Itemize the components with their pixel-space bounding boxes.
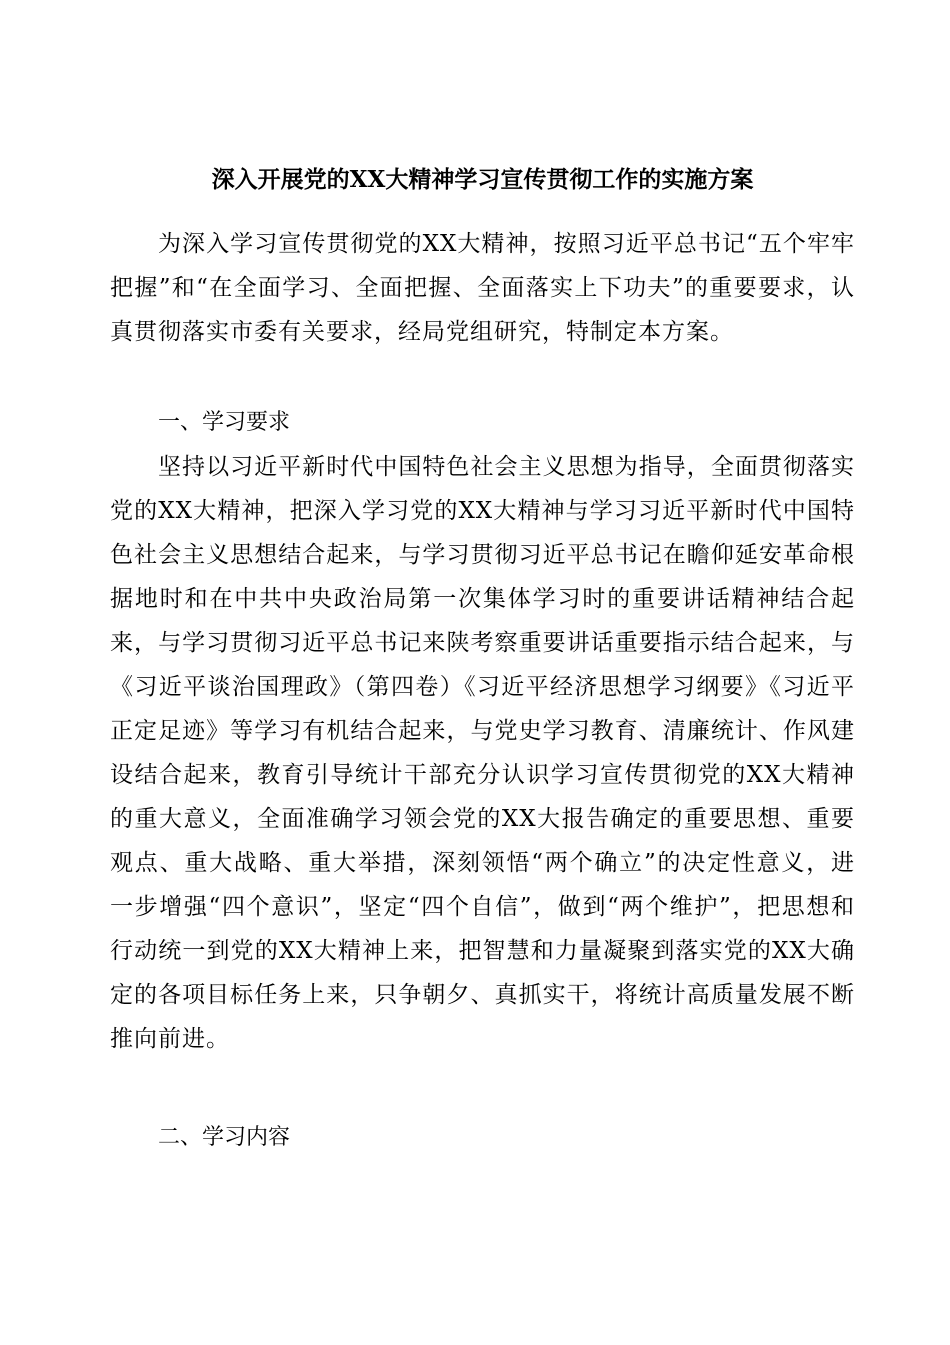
document-title: 深入开展党的XX大精神学习宣传贯彻工作的实施方案 (211, 166, 754, 193)
section-heading-study-content: 二、学习内容 (158, 1125, 291, 1150)
section-heading-study-requirements: 一、学习要求 (158, 410, 291, 435)
intro-paragraph: 为深入学习宣传贯彻党的XX大精神，按照习近平总书记“五个牢牢把握”和“在全面学习、全面把握、全面落实上下功夫”的重要要求，认真贯彻落实市委有关要求，经局党组研究，特制定本方案。 (110, 231, 855, 345)
study-requirements-paragraph: 坚持以习近平新时代中国特色社会主义思想为指导，全面贯彻落实党的XX大精神，把深入学习党的XX大精神与学习习近平新时代中国特色社会主义思想结合起来，与学习贯彻习近平总书记在瞻仰延安革命根据地时和在中共中央政治局第一次集体学习时的重要讲话精神结合起来，与学习贯彻习近平总书记来陕考察重要讲话重要指示结合起来，与《习近平谈治国理政》（第四卷）《习近平经济思想学习纲要》《习近平正定足迹》等学习有机结合起来，与党史学习教育、清廉统计、作风建设结合起来，教育引导统计干部充分认识学习宣传贯彻党的XX大精神的重大意义，全面准确学习领会党的XX大报告确定的重要思想、重要观点、重大战略、重大举措，深刻领悟“两个确立”的决定性意义，进一步增强“四个意识”，坚定“四个自信”，做到“两个维护”，把思想和行动统一到党的XX大精神上来，把智慧和力量凝聚到落实党的XX大确定的各项目标任务上来，只争朝夕、真抓实干，将统计高质量发展不断推向前进。 (110, 454, 855, 1052)
